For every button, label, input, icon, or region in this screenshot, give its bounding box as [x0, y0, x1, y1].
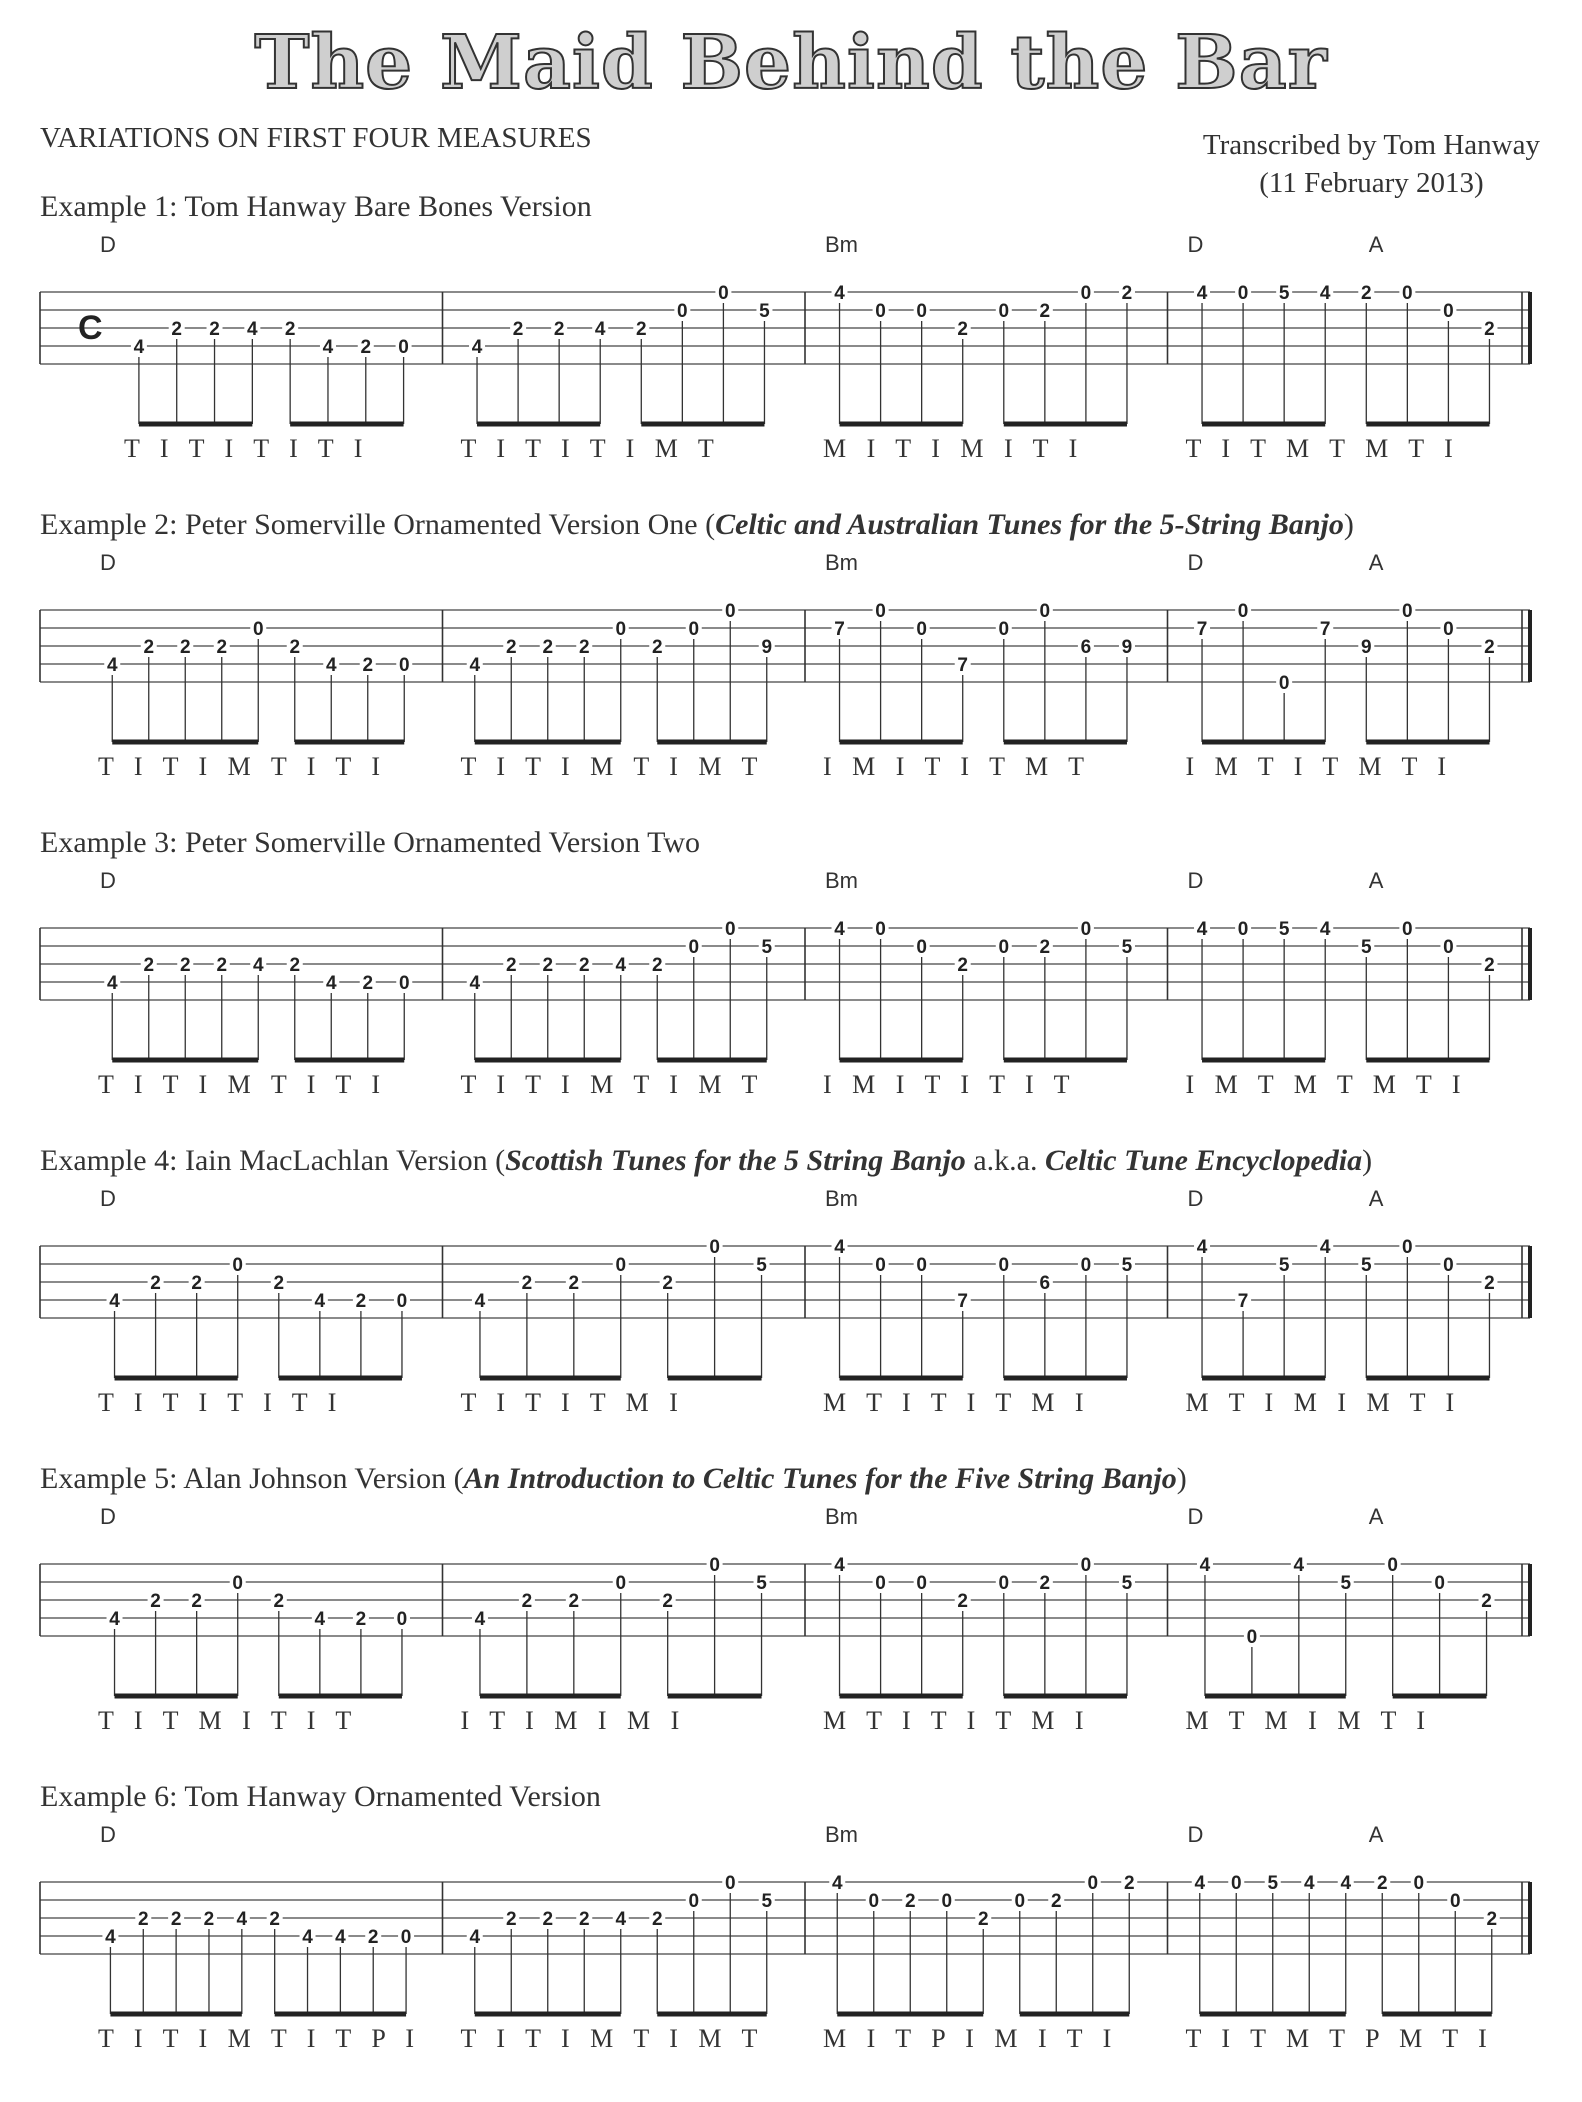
- fingering-measure-1: T I T M I T I T: [98, 1706, 352, 1735]
- example-title-post: ): [1362, 1144, 1373, 1177]
- tab-note: 4: [1196, 919, 1208, 940]
- example-title: [40, 826, 700, 860]
- tab-note: 4: [474, 1609, 486, 1630]
- tab-note: 5: [1121, 1255, 1133, 1276]
- tab-note: 7: [957, 1291, 969, 1312]
- tab-note: 2: [1121, 283, 1133, 304]
- tab-note: 4: [469, 655, 481, 676]
- tab-note: 0: [916, 937, 927, 958]
- tab-note: 0: [998, 619, 1010, 640]
- tab-note: 2: [977, 1909, 989, 1930]
- tab-note: 0: [1080, 1555, 1092, 1576]
- tab-note: 5: [1267, 1873, 1279, 1894]
- chord-name: Bm: [825, 550, 858, 575]
- tab-note: 5: [756, 1573, 767, 1594]
- tab-note: 2: [512, 319, 524, 340]
- tab-note: 0: [1080, 283, 1092, 304]
- fingering-measure-1: T I T I T I T I: [98, 1388, 337, 1417]
- chord-name: D: [1187, 868, 1204, 893]
- example-title-pre: Example 6: Tom Hanway Ornamented Version: [40, 1780, 601, 1813]
- tab-note: 4: [1319, 283, 1331, 304]
- page-title: The Maid Behind the Bar: [254, 20, 1328, 106]
- tab-note: 0: [709, 1555, 720, 1576]
- chord-name: A: [1368, 232, 1384, 257]
- tab-note: 4: [834, 1237, 845, 1258]
- tab-note: 5: [1340, 1573, 1352, 1594]
- tab-note: 5: [759, 301, 770, 322]
- tab-staff: [0, 868, 1582, 1088]
- example-title: [40, 1462, 1187, 1496]
- tab-note: 0: [941, 1891, 953, 1912]
- fingering-measure-4: T I T M T P M T I: [1185, 2024, 1487, 2053]
- tab-note: 0: [724, 601, 736, 622]
- fingering-measure-4: M T M I M T I: [1185, 1706, 1426, 1735]
- tab-note: 2: [505, 955, 517, 976]
- tab-note: 2: [651, 637, 663, 658]
- fingering-measure-3: I M I T I T I T: [823, 1070, 1070, 1099]
- tab-note: 4: [594, 319, 606, 340]
- tab-note: 4: [322, 337, 334, 358]
- tab-note: 0: [1237, 601, 1249, 622]
- tab-note: 2: [1484, 637, 1495, 658]
- tab-note: 0: [615, 1255, 627, 1276]
- fingering-measure-3: M I T I M I T I: [823, 434, 1078, 463]
- tab-note: 2: [269, 1909, 280, 1930]
- tab-note: 0: [1413, 1873, 1425, 1894]
- tab-note: 2: [143, 637, 155, 658]
- example-title-bold2: Celtic Tune Encyclopedia: [1044, 1144, 1363, 1177]
- tab-note: 2: [568, 1273, 580, 1294]
- tab-note: 2: [1486, 1909, 1498, 1930]
- tab-note: 0: [916, 301, 927, 322]
- tab-note: 5: [1121, 937, 1133, 958]
- fingering-measure-3: I M I T I T M T: [823, 752, 1085, 781]
- chord-name: Bm: [825, 1186, 858, 1211]
- example-title-bold1: An Introduction to Celtic Tunes for the Five String Banjo: [463, 1462, 1177, 1495]
- tab-note: 0: [875, 301, 886, 322]
- chord-name: A: [1368, 868, 1384, 893]
- tab-note: 2: [957, 1591, 969, 1612]
- tab-note: 2: [209, 319, 220, 340]
- tab-note: 2: [1484, 955, 1495, 976]
- tab-note: 0: [998, 1573, 1010, 1594]
- tab-note: 7: [1237, 1291, 1249, 1312]
- tab-note: 0: [1434, 1573, 1445, 1594]
- fingering-measure-4: M T I M I M T I: [1185, 1388, 1455, 1417]
- tab-note: 2: [289, 637, 301, 658]
- tab-note: 4: [1194, 1873, 1206, 1894]
- example-title-pre: Example 3: Peter Somerville Ornamented Version Two: [40, 826, 700, 859]
- tab-note: 2: [170, 1909, 182, 1930]
- tab-note: 2: [521, 1591, 533, 1612]
- tab-note: 2: [1039, 301, 1051, 322]
- tab-note: 7: [957, 655, 969, 676]
- tab-note: 0: [1080, 919, 1092, 940]
- tab-note: 0: [916, 1255, 927, 1276]
- tab-staff: [0, 232, 1582, 452]
- fingering-measure-1: T I T I M T I T P I: [98, 2024, 414, 2053]
- example-title-pre: Example 4: Iain MacLachlan Version (: [40, 1144, 506, 1177]
- example-title-mid: ): [1343, 508, 1354, 541]
- tab-note: 2: [651, 955, 663, 976]
- chord-name: D: [1187, 1504, 1204, 1529]
- chord-name: D: [100, 1504, 116, 1529]
- tab-note: 2: [505, 637, 517, 658]
- tab-note: 0: [677, 301, 688, 322]
- tab-note: 2: [273, 1591, 285, 1612]
- tab-note: 0: [1278, 673, 1290, 694]
- tab-note: 0: [875, 1573, 886, 1594]
- tab-note: 2: [578, 955, 590, 976]
- example-title-bold1: Scottish Tunes for the 5 String Banjo: [505, 1144, 966, 1177]
- tab-note: 0: [875, 919, 886, 940]
- tab-note: 2: [203, 1909, 215, 1930]
- tab-note: 2: [651, 1909, 663, 1930]
- tab-note: 5: [1360, 937, 1372, 958]
- tab-note: 4: [1199, 1555, 1211, 1576]
- chord-name: Bm: [825, 868, 858, 893]
- tab-note: 2: [568, 1591, 580, 1612]
- tab-note: 2: [1484, 1273, 1495, 1294]
- chord-name: A: [1368, 550, 1384, 575]
- tab-note: 6: [1080, 637, 1092, 658]
- tab-note: 2: [137, 1909, 149, 1930]
- tab-note: 2: [191, 1273, 202, 1294]
- tab-note: 0: [718, 283, 729, 304]
- tab-note: 4: [236, 1909, 248, 1930]
- tab-note: 0: [1080, 1255, 1092, 1276]
- example-title-pre: Example 2: Peter Somerville Ornamented Version One (: [40, 508, 716, 541]
- example-title-bold1: Celtic and Australian Tunes for the 5-String Banjo: [715, 508, 1344, 541]
- fingering-measure-2: T I T I M T I M T: [460, 2024, 758, 2053]
- tab-note: 0: [396, 1609, 408, 1630]
- tab-note: 0: [1246, 1627, 1258, 1648]
- chord-name: D: [100, 550, 116, 575]
- tab-note: 0: [400, 1927, 412, 1948]
- tab-note: 2: [1123, 1873, 1135, 1894]
- tab-note: 4: [469, 973, 481, 994]
- tab-note: 2: [284, 319, 296, 340]
- tab-note: 0: [1402, 283, 1413, 304]
- chord-name: D: [100, 232, 116, 257]
- tab-note: 0: [998, 1255, 1010, 1276]
- example-title: [40, 508, 1354, 542]
- transcription-credit: [1203, 126, 1540, 202]
- tab-note: 4: [109, 1609, 120, 1630]
- tab-note: 2: [171, 319, 183, 340]
- chord-name: A: [1368, 1504, 1384, 1529]
- tab-note: 4: [834, 283, 845, 304]
- tab-note: 4: [133, 337, 145, 358]
- chord-name: D: [100, 868, 116, 893]
- tab-note: 2: [360, 337, 372, 358]
- tab-note: 2: [1360, 283, 1372, 304]
- tab-note: 0: [1443, 301, 1454, 322]
- example-title-pre: Example 1: Tom Hanway Bare Bones Version: [40, 190, 592, 223]
- tab-note: 2: [635, 319, 647, 340]
- tab-note: 0: [398, 337, 409, 358]
- tab-note: 4: [109, 1291, 120, 1312]
- example-title-mid: a.k.a.: [965, 1144, 1045, 1177]
- tab-note: 2: [216, 955, 228, 976]
- tab-note: 0: [998, 301, 1010, 322]
- tab-note: 4: [325, 973, 337, 994]
- tab-note: 0: [1449, 1891, 1461, 1912]
- tab-note: 2: [521, 1273, 533, 1294]
- tab-note: 2: [1376, 1873, 1388, 1894]
- tab-note: 5: [1278, 919, 1290, 940]
- example-title: [40, 190, 592, 224]
- tab-note: 5: [761, 1891, 773, 1912]
- tab-note: 0: [916, 619, 927, 640]
- tab-note: 0: [1443, 619, 1454, 640]
- tab-note: 6: [1039, 1273, 1051, 1294]
- tab-note: 0: [868, 1891, 880, 1912]
- tab-note: 0: [1237, 283, 1249, 304]
- tab-note: 4: [834, 1555, 845, 1576]
- example-title: [40, 1780, 601, 1814]
- chord-name: Bm: [825, 232, 858, 257]
- tab-note: 2: [542, 1909, 554, 1930]
- tab-note: 4: [106, 973, 118, 994]
- tab-note: 2: [150, 1273, 161, 1294]
- tab-note: 4: [615, 1909, 627, 1930]
- tab-note: 0: [688, 937, 700, 958]
- tab-note: 0: [398, 655, 410, 676]
- tab-note: 2: [143, 955, 155, 976]
- tab-note: 2: [1050, 1891, 1062, 1912]
- tab-note: 0: [232, 1573, 244, 1594]
- tab-note: 2: [542, 955, 554, 976]
- tab-note: 4: [1319, 919, 1331, 940]
- tab-note: 2: [505, 1909, 517, 1930]
- tab-note: 2: [578, 637, 590, 658]
- tab-note: 0: [232, 1255, 244, 1276]
- tab-note: 0: [916, 1573, 927, 1594]
- tab-note: 2: [367, 1927, 379, 1948]
- chord-name: D: [100, 1186, 116, 1211]
- tab-note: 2: [179, 955, 191, 976]
- tab-note: 2: [355, 1609, 367, 1630]
- tab-note: 0: [1387, 1555, 1398, 1576]
- tab-note: 2: [355, 1291, 367, 1312]
- chord-name: A: [1368, 1186, 1384, 1211]
- tab-note: 4: [1196, 1237, 1208, 1258]
- tab-note: 2: [1481, 1591, 1492, 1612]
- tab-note: 0: [1402, 601, 1413, 622]
- chord-name: D: [1187, 1186, 1204, 1211]
- tab-note: 0: [1230, 1873, 1242, 1894]
- fingering-measure-2: T I T I M T I M T: [460, 752, 758, 781]
- tab-note: 2: [289, 955, 301, 976]
- tab-note: 0: [1443, 937, 1454, 958]
- tab-note: 4: [1303, 1873, 1315, 1894]
- tab-note: 2: [179, 637, 191, 658]
- tab-note: 4: [1196, 283, 1208, 304]
- tab-note: 4: [1293, 1555, 1305, 1576]
- fingering-measure-1: T I T I T I T I: [124, 434, 363, 463]
- chord-name: D: [1187, 550, 1204, 575]
- tab-note: 4: [469, 1927, 481, 1948]
- time-signature: C: [78, 309, 103, 347]
- tab-note: 4: [834, 919, 845, 940]
- tab-note: 0: [875, 1255, 886, 1276]
- tab-note: 9: [1360, 637, 1372, 658]
- fingering-measure-2: T I T I M T I M T: [460, 1070, 758, 1099]
- tab-note: 0: [1443, 1255, 1454, 1276]
- tab-note: 0: [688, 619, 700, 640]
- tab-note: 0: [998, 937, 1010, 958]
- tab-note: 4: [615, 955, 627, 976]
- tab-note: 5: [761, 937, 773, 958]
- example-title-mid: ): [1176, 1462, 1187, 1495]
- tab-note: 7: [1319, 619, 1331, 640]
- tab-note: 0: [252, 619, 264, 640]
- tab-note: 2: [957, 955, 969, 976]
- tab-note: 0: [1402, 1237, 1413, 1258]
- tab-staff: [0, 1186, 1582, 1406]
- tab-note: 2: [273, 1273, 285, 1294]
- tab-note: 2: [578, 1909, 590, 1930]
- fingering-measure-1: T I T I M T I T I: [98, 1070, 380, 1099]
- fingering-measure-2: I T I M I M I: [460, 1706, 680, 1735]
- tab-staff: [0, 550, 1582, 770]
- tab-note: 4: [247, 319, 258, 340]
- tab-note: 0: [724, 919, 736, 940]
- tab-note: 0: [1237, 919, 1249, 940]
- example-title-pre: Example 5: Alan Johnson Version (: [40, 1462, 464, 1495]
- tab-note: 4: [314, 1291, 326, 1312]
- tab-note: 0: [875, 601, 886, 622]
- tab-note: 2: [150, 1591, 161, 1612]
- tab-note: 4: [302, 1927, 313, 1948]
- tab-staff: [0, 1822, 1582, 2042]
- tab-note: 5: [1121, 1573, 1133, 1594]
- chord-name: Bm: [825, 1504, 858, 1529]
- tab-note: 4: [1340, 1873, 1352, 1894]
- fingering-measure-3: M T I T I T M I: [823, 1388, 1084, 1417]
- fingering-measure-4: I M T I T M T I: [1185, 752, 1447, 781]
- fingering-measure-2: T I T I T I M T: [460, 434, 714, 463]
- tab-note: 4: [1319, 1237, 1331, 1258]
- tab-note: 4: [314, 1609, 326, 1630]
- tab-note: 0: [709, 1237, 720, 1258]
- tab-note: 0: [1014, 1891, 1026, 1912]
- tab-note: 2: [553, 319, 565, 340]
- tab-note: 2: [904, 1891, 916, 1912]
- tab-note: 4: [325, 655, 337, 676]
- tab-note: 5: [1278, 283, 1290, 304]
- tab-note: 0: [615, 619, 627, 640]
- fingering-measure-4: I M T M T M T I: [1185, 1070, 1461, 1099]
- credit-date: (11 February 2013): [1259, 167, 1484, 199]
- fingering-measure-2: T I T I T M I: [460, 1388, 678, 1417]
- tab-note: 0: [398, 973, 410, 994]
- tab-note: 4: [106, 655, 118, 676]
- tab-note: 2: [662, 1591, 673, 1612]
- tab-note: 2: [1039, 937, 1051, 958]
- tab-note: 0: [1087, 1873, 1099, 1894]
- tab-note: 4: [471, 337, 483, 358]
- chord-name: Bm: [825, 1822, 858, 1847]
- fingering-measure-1: T I T I M T I T I: [98, 752, 380, 781]
- tab-note: 4: [831, 1873, 843, 1894]
- tab-staff: [0, 1504, 1582, 1724]
- tab-note: 2: [362, 655, 374, 676]
- tab-note: 0: [688, 1891, 700, 1912]
- tab-note: 7: [834, 619, 845, 640]
- tab-note: 4: [105, 1927, 116, 1948]
- fingering-measure-4: T I T M T M T I: [1185, 434, 1453, 463]
- tab-note: 2: [957, 319, 969, 340]
- tab-note: 5: [1360, 1255, 1372, 1276]
- tab-note: 9: [761, 637, 773, 658]
- fingering-measure-3: M I T P I M I T I: [823, 2024, 1112, 2053]
- tab-note: 4: [252, 955, 264, 976]
- example-title: [40, 1144, 1372, 1178]
- tab-note: 9: [1121, 637, 1133, 658]
- chord-name: D: [1187, 1822, 1204, 1847]
- tab-note: 5: [756, 1255, 767, 1276]
- tab-note: 2: [216, 637, 228, 658]
- tab-note: 2: [662, 1273, 673, 1294]
- tab-note: 2: [362, 973, 374, 994]
- tab-note: 2: [191, 1591, 202, 1612]
- tab-note: 0: [1402, 919, 1413, 940]
- tab-note: 2: [1484, 319, 1495, 340]
- tab-note: 0: [615, 1573, 627, 1594]
- chord-name: A: [1368, 1822, 1384, 1847]
- chord-name: D: [100, 1822, 116, 1847]
- fingering-measure-3: M T I T I T M I: [823, 1706, 1084, 1735]
- chord-name: D: [1187, 232, 1204, 257]
- page-subtitle: VARIATIONS ON FIRST FOUR MEASURES: [40, 122, 592, 154]
- tab-note: 7: [1196, 619, 1208, 640]
- tab-note: 5: [1278, 1255, 1290, 1276]
- tab-note: 0: [724, 1873, 736, 1894]
- tab-note: 2: [542, 637, 554, 658]
- tab-note: 4: [335, 1927, 346, 1948]
- tab-note: 2: [1039, 1573, 1051, 1594]
- tab-note: 4: [474, 1291, 486, 1312]
- credit-author: Transcribed by Tom Hanway: [1202, 129, 1540, 161]
- tab-note: 0: [396, 1291, 408, 1312]
- tab-note: 0: [1039, 601, 1051, 622]
